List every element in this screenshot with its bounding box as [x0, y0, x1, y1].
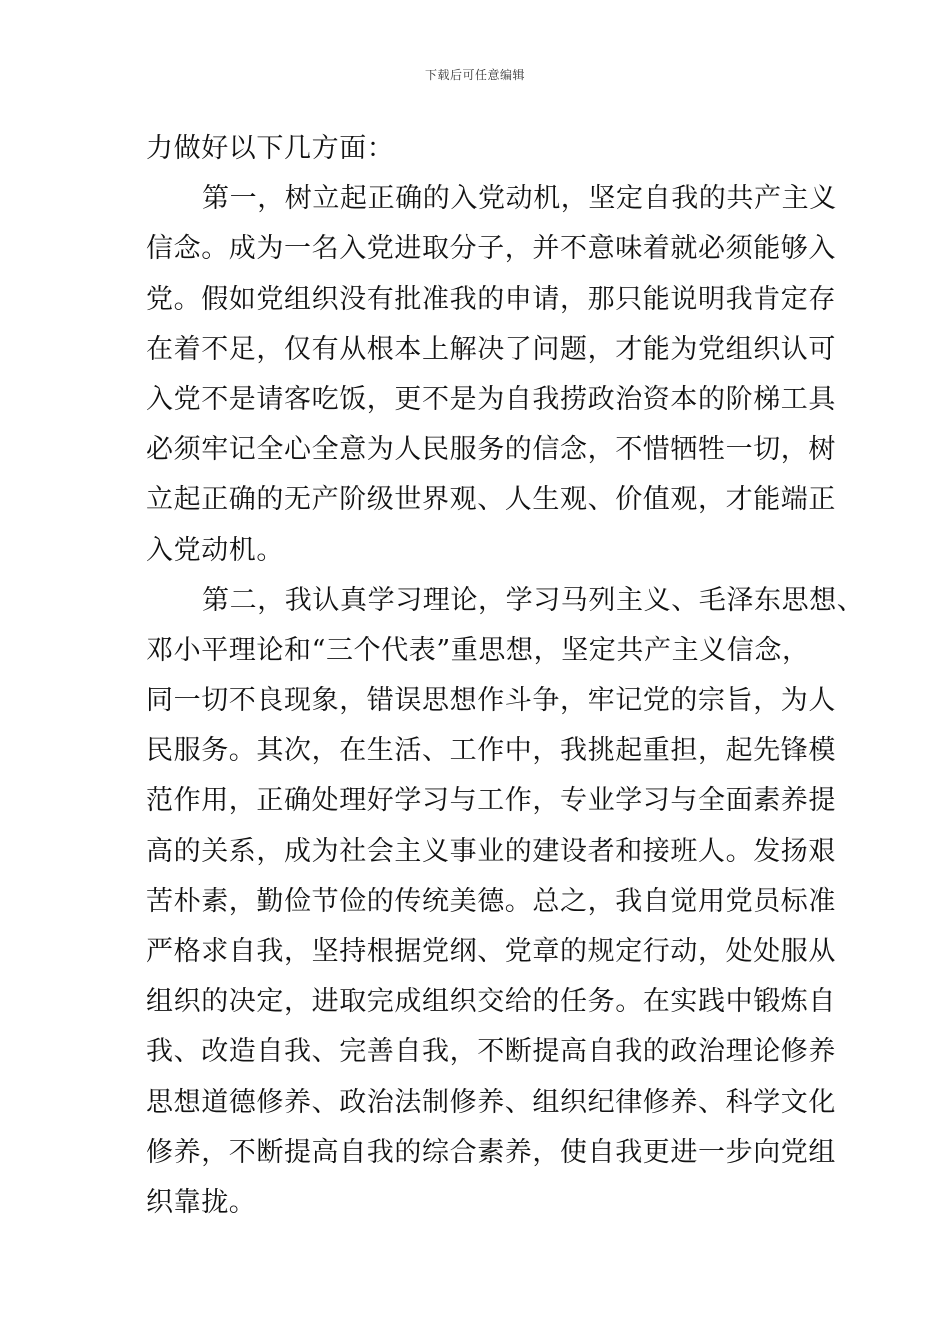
text-line: 思想道德修养、政治法制修养、组织纪律修养、科学文化: [146, 1086, 836, 1118]
text-line: 我、改造自我、完善自我，不断提高自我的政治理论修养: [146, 1036, 836, 1068]
text-line: 第二，我认真学习理论，学习马列主义、毛泽东思想、: [202, 584, 865, 616]
text-line: 邓小平理论和“三个代表”重思想，坚定共产主义信念，: [146, 634, 810, 666]
body-text: [146, 124, 865, 1228]
text-line: 织靠拢。: [146, 1186, 257, 1218]
text-line: 力做好以下几方面：: [146, 133, 395, 164]
text-line: 必须牢记全心全意为人民服务的信念，不惜牺牲一切，树: [146, 434, 836, 466]
text-line: 苦朴素，勤俭节俭的传统美德。总之，我自觉用党员标准: [146, 885, 836, 917]
text-line: 立起正确的无产阶级世界观、人生观、价值观，才能端正: [146, 484, 836, 516]
text-line: 范作用，正确处理好学习与工作，专业学习与全面素养提: [146, 785, 836, 817]
text-line: 第一，树立起正确的入党动机，坚定自我的共产主义: [202, 183, 837, 215]
text-line: 修养，不断提高自我的综合素养，使自我更进一步向党组: [146, 1136, 836, 1168]
text-line: 同一切不良现象，错误思想作斗争，牢记党的宗旨，为人: [146, 685, 836, 717]
text-line: 组织的决定，进取完成组织交给的任务。在实践中锻炼自: [146, 986, 836, 1018]
text-line: 在着不足，仅有从根本上解决了问题，才能为党组织认可: [146, 333, 836, 365]
text-line: 入党不是请客吃饭，更不是为自我捞政治资本的阶梯工具: [146, 383, 836, 415]
text-line: 信念。成为一名入党进取分子，并不意味着就必须能够入: [146, 233, 836, 265]
text-line: 党。假如党组织没有批准我的申请，那只能说明我肯定存: [146, 283, 836, 315]
text-line: 民服务。其次，在生活、工作中，我挑起重担，起先锋模: [146, 735, 836, 767]
text-line: 高的关系，成为社会主义事业的建设者和接班人。发扬艰: [146, 835, 836, 867]
page-header: 下载后可任意编辑: [424, 68, 525, 82]
text-line: 入党动机。: [146, 534, 284, 566]
text-line: 严格求自我，坚持根据党纲、党章的规定行动，处处服从: [146, 936, 836, 967]
